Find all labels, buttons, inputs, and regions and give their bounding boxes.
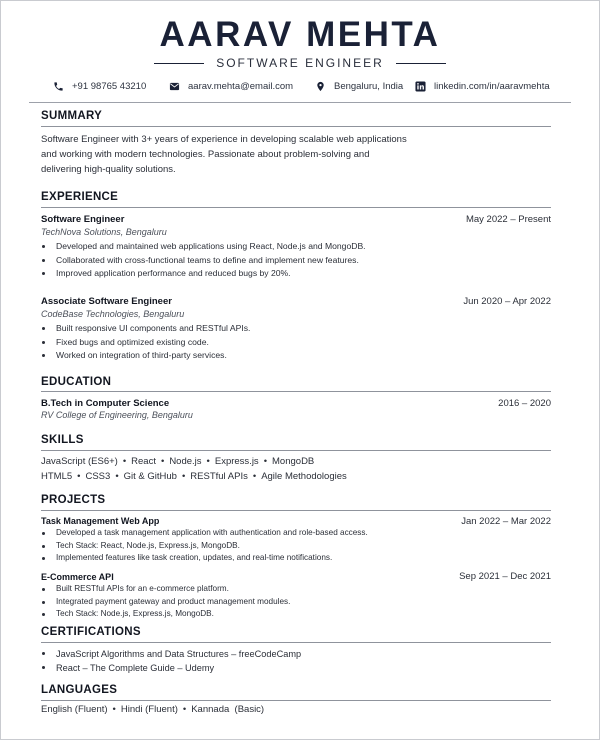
skill: Agile Methodologies	[261, 471, 347, 482]
certifications-heading: CERTIFICATIONS	[41, 626, 141, 638]
summary-heading: SUMMARY	[41, 110, 103, 122]
skill: HTML5	[41, 471, 73, 482]
skills-rule	[41, 450, 551, 451]
project-dates: Jan 2022 – Mar 2022	[461, 516, 551, 527]
summary-line: Software Engineer with 3+ years of experience in developing scalable web applications	[41, 134, 407, 145]
language-separator: •	[112, 704, 116, 715]
school: RV College of Engineering, Bengaluru	[41, 410, 193, 420]
skill-separator: •	[122, 456, 127, 467]
list-item: Implemented features like task creation, updates, and real-time notifications.	[41, 552, 368, 565]
role-rule-left	[154, 63, 204, 64]
skill-separator: •	[181, 471, 186, 482]
linkedin-icon	[415, 81, 426, 92]
contact-bar	[53, 81, 550, 95]
candidate-role: SOFTWARE ENGINEER	[216, 56, 384, 70]
summary-line: delivering high-quality solutions.	[41, 164, 176, 175]
education-dates: 2016 – 2020	[498, 398, 551, 409]
education-rule	[41, 391, 551, 392]
project-title: Task Management Web App	[41, 516, 160, 526]
project-bullets	[41, 527, 368, 565]
skill-separator: •	[115, 471, 119, 482]
skills-heading: SKILLS	[41, 434, 84, 446]
envelope-icon	[169, 81, 180, 92]
skill: RESTful APIs	[190, 471, 248, 482]
project-dates: Sep 2021 – Dec 2021	[459, 571, 551, 582]
skill: Express.js	[214, 456, 259, 467]
header-divider	[29, 102, 571, 103]
skill: Git & GitHub	[123, 471, 177, 482]
summary-text	[41, 132, 407, 177]
list-item: Tech Stack: React, Node.js, Express.js, MongoDB.	[41, 540, 368, 553]
job-bullets	[41, 322, 250, 363]
list-item: Tech Stack: Node.js, Express.js, MongoDB.	[41, 608, 290, 621]
skill-separator: •	[252, 471, 257, 482]
list-item: Developed a task management application with authentication and role-based access.	[41, 527, 368, 540]
skill-separator: •	[160, 456, 165, 467]
list-item: Fixed bugs and optimized existing code.	[41, 336, 250, 350]
role-row	[1, 56, 599, 70]
job-dates: May 2022 – Present	[465, 214, 551, 225]
project-title: E-Commerce API	[41, 572, 114, 582]
languages-heading: LANGUAGES	[41, 684, 118, 696]
job-dates: Jun 2020 – Apr 2022	[463, 296, 551, 307]
role-rule-right	[396, 63, 446, 64]
languages-row	[41, 704, 264, 715]
language: English (Fluent)	[41, 704, 108, 715]
contact-phone-text: +91 98765 43210	[72, 81, 147, 92]
list-item: JavaScript Algorithms and Data Structures – freeCodeCamp	[41, 647, 301, 661]
certification-list	[41, 647, 301, 675]
list-item: Improved application performance and reduced bugs by 20%.	[41, 267, 366, 281]
contact-linkedin-text: linkedin.com/in/aaravmehta	[434, 81, 550, 92]
job-bullets	[41, 240, 366, 281]
skill-separator: •	[206, 456, 210, 467]
summary-rule	[41, 126, 551, 127]
list-item: Worked on integration of third-party services.	[41, 349, 250, 363]
language: Hindi (Fluent)	[120, 704, 178, 715]
contact-email-text: aarav.mehta@email.com	[188, 81, 294, 92]
skills-row	[41, 456, 314, 467]
contact-location-text: Bengaluru, India	[334, 81, 404, 92]
contact-email[interactable]	[169, 81, 293, 92]
language-separator: •	[182, 704, 187, 715]
skill: Node.js	[169, 456, 202, 467]
job-company: TechNova Solutions, Bengaluru	[41, 227, 167, 237]
list-item: Collaborated with cross-functional teams to define and implement new features.	[41, 254, 366, 268]
skill-separator: •	[263, 456, 268, 467]
list-item: Built responsive UI components and RESTful APIs.	[41, 322, 250, 336]
skills-row	[41, 471, 347, 482]
language: Kannada (Basic)	[191, 704, 265, 715]
languages-rule	[41, 700, 551, 701]
skill: React	[131, 456, 156, 467]
job-title: Associate Software Engineer	[41, 296, 172, 307]
projects-heading: PROJECTS	[41, 494, 106, 506]
education-heading: EDUCATION	[41, 376, 112, 388]
list-item: Integrated payment gateway and product management modules.	[41, 596, 290, 609]
location-pin-icon	[315, 81, 326, 92]
job-title: Software Engineer	[41, 214, 125, 225]
experience-heading: EXPERIENCE	[41, 191, 119, 203]
projects-rule	[41, 510, 551, 511]
list-item: Built RESTful APIs for an e-commerce platform.	[41, 583, 290, 596]
contact-linkedin[interactable]	[415, 81, 550, 92]
job-company: CodeBase Technologies, Bengaluru	[41, 309, 185, 319]
certifications-rule	[41, 642, 551, 643]
skill: CSS3	[85, 471, 111, 482]
degree: B.Tech in Computer Science	[41, 398, 170, 409]
contact-phone[interactable]	[53, 81, 146, 92]
list-item: React – The Complete Guide – Udemy	[41, 661, 301, 675]
skill: JavaScript (ES6+)	[41, 456, 118, 467]
contact-location	[315, 81, 403, 92]
project-bullets	[41, 583, 290, 621]
phone-icon	[53, 81, 64, 92]
skill: MongoDB	[272, 456, 315, 467]
summary-line: and working with modern technologies. Passionate about problem-solving and	[41, 149, 370, 160]
candidate-name: AARAV MEHTA	[159, 15, 441, 54]
experience-rule	[41, 207, 551, 208]
skill-separator: •	[77, 471, 81, 482]
list-item: Developed and maintained web applications using React, Node.js and MongoDB.	[41, 240, 366, 254]
